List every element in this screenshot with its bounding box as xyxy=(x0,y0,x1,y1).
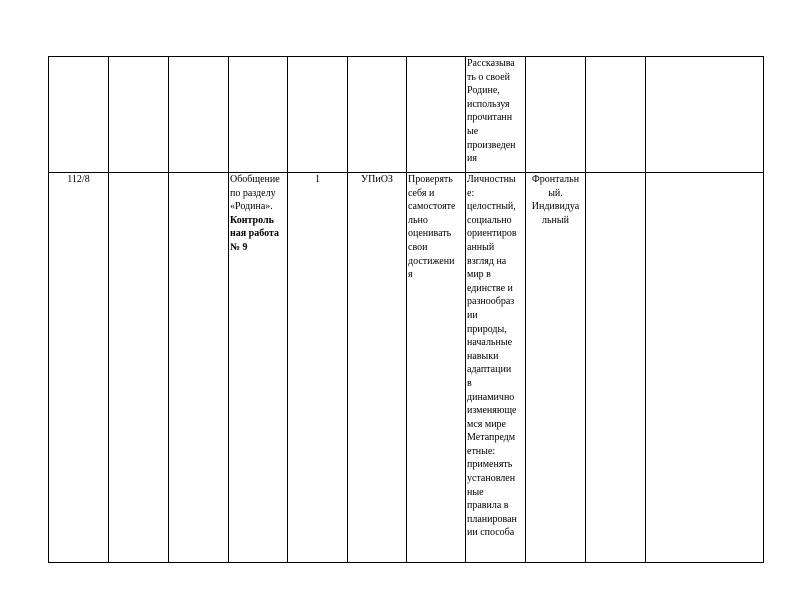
text-line: оценивать xyxy=(408,228,452,240)
text-line: № 9 xyxy=(230,241,248,253)
text-line: е: xyxy=(467,187,475,199)
table-cell xyxy=(229,57,288,173)
table-cell xyxy=(526,57,586,173)
text-line: льный xyxy=(542,214,569,226)
text-line: в xyxy=(467,377,472,389)
text-line: ориентиров xyxy=(467,228,517,240)
text-line: адаптации xyxy=(467,364,512,376)
lesson-plan-table xyxy=(48,56,764,563)
text-line: Фронтальн xyxy=(531,174,580,185)
text-line: етные: xyxy=(467,445,496,457)
text-line: «Родина». xyxy=(230,201,273,213)
text-line: изменяюще xyxy=(467,405,517,417)
text-line: динамично xyxy=(467,391,515,403)
lesson-topic-cell xyxy=(229,173,288,563)
table-cell xyxy=(49,57,109,173)
table-cell xyxy=(288,57,348,173)
text-line: Метапредм xyxy=(467,432,516,444)
text-line: достижени xyxy=(408,255,455,267)
text-line: социально xyxy=(467,214,512,226)
text-line: Родине, xyxy=(467,85,500,97)
text-line: себя и xyxy=(408,187,435,199)
text-line: ные xyxy=(467,486,484,498)
text-line: установлен xyxy=(467,473,516,485)
text-line: правила в xyxy=(467,500,509,512)
text-line: Обобщение xyxy=(230,174,280,185)
text-line: Личностны xyxy=(467,174,516,185)
text-line: Индивидуа xyxy=(531,201,580,213)
text-line: Проверять xyxy=(408,174,453,185)
text-line: Рассказыва xyxy=(467,58,515,69)
text-line: льно xyxy=(408,214,428,226)
text-line: ии способа xyxy=(467,527,515,539)
table-cell xyxy=(586,173,646,563)
lesson-topic-bold-text xyxy=(230,214,286,255)
lesson-goal-cell xyxy=(407,173,466,563)
table-cell xyxy=(348,57,407,173)
text-line: ия xyxy=(467,153,477,165)
lesson-topic-text xyxy=(230,173,286,214)
work-form-cell xyxy=(526,173,586,563)
table-cell xyxy=(169,57,229,173)
text-line: прочитанн xyxy=(467,112,513,124)
text-line: Контроль xyxy=(230,214,274,226)
text-line: разнообраз xyxy=(467,296,515,308)
table-cell xyxy=(586,57,646,173)
text-line: начальные xyxy=(467,337,513,349)
text-line: ый. xyxy=(548,187,563,199)
text-line: анный xyxy=(467,241,495,253)
table-cell xyxy=(169,173,229,563)
hours-cell: 1 xyxy=(288,173,348,563)
text-line: свои xyxy=(408,241,428,253)
results-cell xyxy=(466,57,526,173)
text-line: навыки xyxy=(467,350,499,362)
table-cell xyxy=(646,173,764,563)
text-line: используя xyxy=(467,98,510,110)
table-cell xyxy=(646,57,764,173)
text-line: я xyxy=(408,269,413,281)
text-line: ии xyxy=(467,309,478,321)
table-cell xyxy=(407,57,466,173)
table-row xyxy=(49,57,764,173)
text-line: единстве и xyxy=(467,282,513,294)
text-line: применять xyxy=(467,459,513,471)
text-line: ная работа xyxy=(230,228,280,240)
table-cell xyxy=(109,57,169,173)
results-cell xyxy=(466,173,526,563)
text-line: самостояте xyxy=(408,201,456,213)
text-line: целостный, xyxy=(467,201,516,213)
text-line: по разделу xyxy=(230,187,276,199)
text-line: мся мире xyxy=(467,418,506,430)
lesson-number-cell: 112/8 xyxy=(49,173,109,563)
text-line: планирован xyxy=(467,513,517,525)
text-line: мир в xyxy=(467,269,491,281)
text-line: ые xyxy=(467,125,479,137)
table-row xyxy=(49,173,764,563)
text-line: ть о своей xyxy=(467,71,510,83)
lesson-type-cell: УПиОЗ xyxy=(348,173,407,563)
text-line: природы, xyxy=(467,323,507,335)
text-line: взгляд на xyxy=(467,255,507,267)
text-line: произведен xyxy=(467,139,516,151)
table-cell xyxy=(109,173,169,563)
